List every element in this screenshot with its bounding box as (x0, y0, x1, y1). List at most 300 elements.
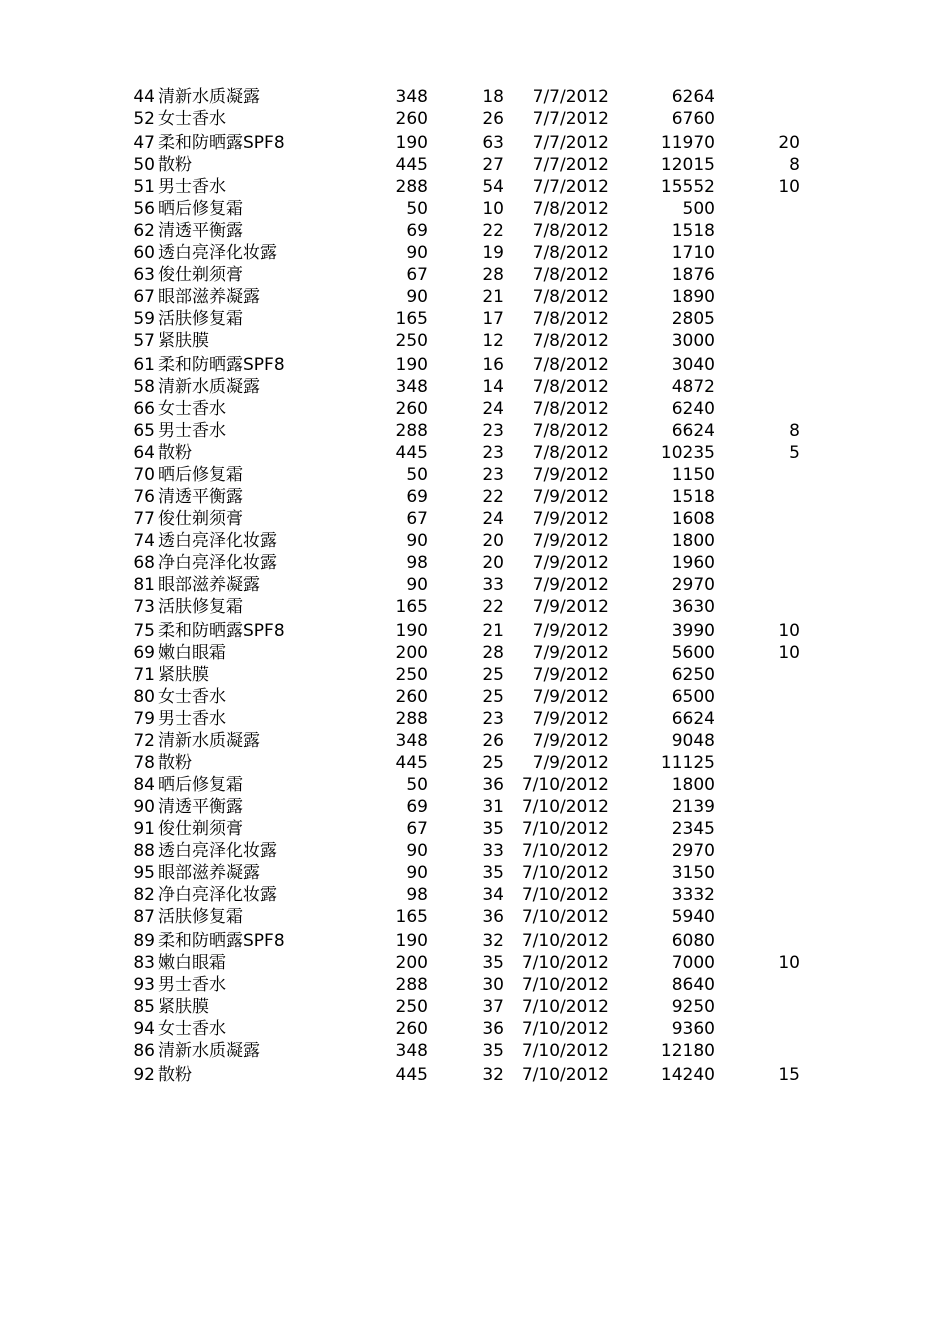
cell-product-name: 活肤修复霜 (158, 309, 243, 329)
cell-total: 3000 (671, 331, 715, 351)
cell-total: 500 (682, 199, 715, 219)
table-row (0, 906, 950, 928)
cell-product-name: 俊仕剃须膏 (158, 265, 243, 285)
table-row (0, 552, 950, 574)
cell-quantity: 32 (482, 931, 504, 951)
cell-quantity: 26 (482, 731, 504, 751)
cell-date: 7/9/2012 (532, 687, 609, 707)
cell-quantity: 35 (482, 863, 504, 883)
cell-date: 7/10/2012 (521, 1065, 609, 1085)
cell-id: 74 (133, 531, 155, 551)
cell-product-name: 晒后修复霜 (158, 465, 243, 485)
cell-id: 56 (133, 199, 155, 219)
table-row (0, 508, 950, 530)
cell-extra: 15 (778, 1065, 800, 1085)
table-row (0, 376, 950, 398)
cell-product-name: 男士香水 (158, 975, 226, 995)
cell-quantity: 18 (482, 87, 504, 107)
table-row (0, 596, 950, 618)
cell-product-name: 眼部滋养凝露 (158, 863, 260, 883)
table-row (0, 108, 950, 130)
cell-product-name: 晒后修复霜 (158, 775, 243, 795)
cell-date: 7/10/2012 (521, 885, 609, 905)
cell-product-name: 散粉 (158, 753, 192, 773)
table-row (0, 752, 950, 774)
cell-total: 9360 (671, 1019, 715, 1039)
table-row (0, 442, 950, 464)
cell-id: 63 (133, 265, 155, 285)
cell-total: 7000 (671, 953, 715, 973)
cell-product-name: 男士香水 (158, 421, 226, 441)
cell-price: 90 (406, 863, 428, 883)
cell-date: 7/9/2012 (532, 531, 609, 551)
cell-id: 73 (133, 597, 155, 617)
cell-total: 12015 (660, 155, 715, 175)
cell-price: 165 (395, 907, 428, 927)
cell-total: 10235 (660, 443, 715, 463)
cell-price: 98 (406, 553, 428, 573)
cell-total: 1150 (671, 465, 715, 485)
cell-price: 348 (395, 1041, 428, 1061)
cell-total: 2345 (671, 819, 715, 839)
table-row (0, 1018, 950, 1040)
cell-product-name: 清新水质凝露 (158, 87, 260, 107)
cell-quantity: 19 (482, 243, 504, 263)
cell-price: 445 (395, 753, 428, 773)
cell-product-name: 嫩白眼霜 (158, 643, 226, 663)
cell-product-name: 俊仕剃须膏 (158, 509, 243, 529)
table-row (0, 486, 950, 508)
cell-date: 7/9/2012 (532, 621, 609, 641)
cell-quantity: 22 (482, 487, 504, 507)
cell-date: 7/10/2012 (521, 797, 609, 817)
cell-quantity: 27 (482, 155, 504, 175)
cell-quantity: 31 (482, 797, 504, 817)
cell-price: 67 (406, 819, 428, 839)
cell-total: 11970 (660, 133, 715, 153)
cell-price: 90 (406, 287, 428, 307)
cell-quantity: 21 (482, 621, 504, 641)
cell-quantity: 24 (482, 399, 504, 419)
cell-total: 1608 (671, 509, 715, 529)
cell-id: 66 (133, 399, 155, 419)
cell-product-name: 清新水质凝露 (158, 731, 260, 751)
cell-total: 1710 (671, 243, 715, 263)
table-row (0, 884, 950, 906)
cell-quantity: 36 (482, 775, 504, 795)
cell-quantity: 36 (482, 907, 504, 927)
cell-date: 7/8/2012 (532, 265, 609, 285)
table-row (0, 1040, 950, 1062)
cell-id: 95 (133, 863, 155, 883)
cell-product-name: 俊仕剃须膏 (158, 819, 243, 839)
cell-product-name: 柔和防晒露SPF8 (158, 621, 285, 641)
cell-id: 50 (133, 155, 155, 175)
cell-total: 6760 (671, 109, 715, 129)
cell-date: 7/10/2012 (521, 841, 609, 861)
cell-total: 1800 (671, 775, 715, 795)
cell-price: 190 (395, 621, 428, 641)
cell-quantity: 33 (482, 841, 504, 861)
cell-price: 50 (406, 775, 428, 795)
cell-total: 9250 (671, 997, 715, 1017)
cell-id: 88 (133, 841, 155, 861)
cell-date: 7/8/2012 (532, 421, 609, 441)
cell-date: 7/8/2012 (532, 443, 609, 463)
table-row (0, 1062, 950, 1086)
cell-quantity: 21 (482, 287, 504, 307)
cell-quantity: 26 (482, 109, 504, 129)
table-row (0, 686, 950, 708)
cell-product-name: 嫩白眼霜 (158, 953, 226, 973)
cell-id: 61 (133, 355, 155, 375)
table-body (0, 86, 950, 1086)
cell-total: 6500 (671, 687, 715, 707)
cell-total: 3630 (671, 597, 715, 617)
cell-quantity: 22 (482, 597, 504, 617)
table-row (0, 796, 950, 818)
cell-id: 65 (133, 421, 155, 441)
cell-id: 76 (133, 487, 155, 507)
cell-product-name: 男士香水 (158, 709, 226, 729)
cell-price: 190 (395, 355, 428, 375)
cell-quantity: 28 (482, 265, 504, 285)
cell-id: 71 (133, 665, 155, 685)
cell-id: 80 (133, 687, 155, 707)
cell-product-name: 柔和防晒露SPF8 (158, 133, 285, 153)
cell-price: 90 (406, 841, 428, 861)
cell-product-name: 女士香水 (158, 1019, 226, 1039)
cell-price: 260 (395, 399, 428, 419)
cell-product-name: 男士香水 (158, 177, 226, 197)
cell-product-name: 清新水质凝露 (158, 1041, 260, 1061)
cell-date: 7/8/2012 (532, 309, 609, 329)
cell-date: 7/7/2012 (532, 109, 609, 129)
cell-date: 7/7/2012 (532, 155, 609, 175)
table-row (0, 264, 950, 286)
cell-price: 260 (395, 1019, 428, 1039)
cell-price: 90 (406, 575, 428, 595)
cell-id: 81 (133, 575, 155, 595)
cell-date: 7/7/2012 (532, 133, 609, 153)
cell-quantity: 33 (482, 575, 504, 595)
table-row (0, 862, 950, 884)
cell-id: 82 (133, 885, 155, 905)
cell-total: 6240 (671, 399, 715, 419)
cell-extra: 10 (778, 953, 800, 973)
cell-extra: 8 (789, 155, 800, 175)
cell-product-name: 活肤修复霜 (158, 907, 243, 927)
cell-id: 57 (133, 331, 155, 351)
cell-product-name: 透白亮泽化妆露 (158, 531, 277, 551)
cell-date: 7/10/2012 (521, 863, 609, 883)
cell-date: 7/9/2012 (532, 665, 609, 685)
cell-price: 288 (395, 709, 428, 729)
cell-total: 1800 (671, 531, 715, 551)
cell-product-name: 晒后修复霜 (158, 199, 243, 219)
cell-id: 83 (133, 953, 155, 973)
cell-price: 260 (395, 109, 428, 129)
cell-price: 445 (395, 1065, 428, 1085)
cell-price: 67 (406, 509, 428, 529)
cell-quantity: 23 (482, 465, 504, 485)
cell-price: 288 (395, 421, 428, 441)
cell-date: 7/8/2012 (532, 221, 609, 241)
cell-date: 7/8/2012 (532, 243, 609, 263)
cell-price: 98 (406, 885, 428, 905)
cell-quantity: 23 (482, 421, 504, 441)
cell-id: 68 (133, 553, 155, 573)
cell-quantity: 10 (482, 199, 504, 219)
cell-extra: 10 (778, 621, 800, 641)
cell-date: 7/8/2012 (532, 331, 609, 351)
cell-product-name: 透白亮泽化妆露 (158, 841, 277, 861)
table-row (0, 330, 950, 352)
table-row (0, 840, 950, 862)
cell-total: 9048 (671, 731, 715, 751)
cell-quantity: 28 (482, 643, 504, 663)
cell-quantity: 12 (482, 331, 504, 351)
cell-date: 7/10/2012 (521, 975, 609, 995)
cell-price: 200 (395, 643, 428, 663)
cell-id: 85 (133, 997, 155, 1017)
cell-quantity: 30 (482, 975, 504, 995)
cell-price: 250 (395, 997, 428, 1017)
cell-total: 12180 (660, 1041, 715, 1061)
cell-id: 87 (133, 907, 155, 927)
cell-date: 7/7/2012 (532, 87, 609, 107)
cell-price: 69 (406, 797, 428, 817)
cell-price: 165 (395, 309, 428, 329)
cell-price: 190 (395, 931, 428, 951)
cell-id: 94 (133, 1019, 155, 1039)
table-row (0, 618, 950, 642)
table-row (0, 774, 950, 796)
table-row (0, 242, 950, 264)
cell-price: 90 (406, 531, 428, 551)
cell-date: 7/8/2012 (532, 355, 609, 375)
cell-total: 1518 (671, 221, 715, 241)
cell-total: 5600 (671, 643, 715, 663)
cell-quantity: 17 (482, 309, 504, 329)
cell-total: 14240 (660, 1065, 715, 1085)
cell-date: 7/9/2012 (532, 575, 609, 595)
cell-id: 75 (133, 621, 155, 641)
cell-id: 69 (133, 643, 155, 663)
cell-quantity: 23 (482, 709, 504, 729)
cell-id: 47 (133, 133, 155, 153)
cell-total: 3990 (671, 621, 715, 641)
cell-quantity: 35 (482, 953, 504, 973)
cell-date: 7/10/2012 (521, 931, 609, 951)
cell-quantity: 63 (482, 133, 504, 153)
table-row (0, 352, 950, 376)
cell-total: 6624 (671, 709, 715, 729)
table-row (0, 574, 950, 596)
cell-product-name: 清透平衡露 (158, 221, 243, 241)
cell-quantity: 36 (482, 1019, 504, 1039)
table-row (0, 928, 950, 952)
cell-total: 1876 (671, 265, 715, 285)
cell-id: 86 (133, 1041, 155, 1061)
cell-date: 7/10/2012 (521, 1041, 609, 1061)
cell-product-name: 净白亮泽化妆露 (158, 553, 277, 573)
table-row (0, 996, 950, 1018)
table-row (0, 730, 950, 752)
cell-price: 260 (395, 687, 428, 707)
cell-total: 2970 (671, 841, 715, 861)
cell-price: 50 (406, 465, 428, 485)
cell-quantity: 20 (482, 531, 504, 551)
cell-price: 200 (395, 953, 428, 973)
cell-price: 445 (395, 443, 428, 463)
cell-product-name: 柔和防晒露SPF8 (158, 355, 285, 375)
cell-quantity: 32 (482, 1065, 504, 1085)
cell-extra: 8 (789, 421, 800, 441)
cell-quantity: 25 (482, 687, 504, 707)
cell-id: 89 (133, 931, 155, 951)
table-row (0, 154, 950, 176)
cell-price: 67 (406, 265, 428, 285)
cell-id: 90 (133, 797, 155, 817)
cell-quantity: 54 (482, 177, 504, 197)
table-row (0, 398, 950, 420)
cell-id: 58 (133, 377, 155, 397)
cell-quantity: 22 (482, 221, 504, 241)
cell-date: 7/10/2012 (521, 775, 609, 795)
cell-price: 288 (395, 975, 428, 995)
cell-total: 1518 (671, 487, 715, 507)
cell-total: 15552 (660, 177, 715, 197)
cell-product-name: 散粉 (158, 155, 192, 175)
cell-date: 7/8/2012 (532, 199, 609, 219)
table-row (0, 130, 950, 154)
cell-id: 77 (133, 509, 155, 529)
cell-quantity: 25 (482, 753, 504, 773)
table-row (0, 86, 950, 108)
cell-total: 2970 (671, 575, 715, 595)
cell-total: 6250 (671, 665, 715, 685)
cell-price: 348 (395, 731, 428, 751)
cell-id: 59 (133, 309, 155, 329)
cell-price: 90 (406, 243, 428, 263)
cell-price: 69 (406, 487, 428, 507)
table-row (0, 308, 950, 330)
cell-extra: 10 (778, 177, 800, 197)
cell-date: 7/9/2012 (532, 553, 609, 573)
cell-product-name: 眼部滋养凝露 (158, 287, 260, 307)
cell-price: 69 (406, 221, 428, 241)
cell-product-name: 柔和防晒露SPF8 (158, 931, 285, 951)
table-row (0, 198, 950, 220)
cell-date: 7/8/2012 (532, 377, 609, 397)
cell-product-name: 活肤修复霜 (158, 597, 243, 617)
table-row (0, 974, 950, 996)
cell-product-name: 清透平衡露 (158, 487, 243, 507)
cell-total: 6264 (671, 87, 715, 107)
cell-quantity: 24 (482, 509, 504, 529)
cell-total: 3150 (671, 863, 715, 883)
cell-date: 7/10/2012 (521, 1019, 609, 1039)
cell-total: 1890 (671, 287, 715, 307)
cell-date: 7/9/2012 (532, 597, 609, 617)
table-row (0, 420, 950, 442)
table-row (0, 708, 950, 730)
cell-product-name: 紧肤膜 (158, 997, 209, 1017)
cell-date: 7/8/2012 (532, 287, 609, 307)
cell-id: 51 (133, 177, 155, 197)
cell-id: 70 (133, 465, 155, 485)
cell-quantity: 20 (482, 553, 504, 573)
cell-total: 3332 (671, 885, 715, 905)
cell-product-name: 女士香水 (158, 687, 226, 707)
cell-product-name: 清新水质凝露 (158, 377, 260, 397)
cell-date: 7/9/2012 (532, 509, 609, 529)
cell-id: 72 (133, 731, 155, 751)
table-row (0, 286, 950, 308)
cell-quantity: 23 (482, 443, 504, 463)
cell-id: 52 (133, 109, 155, 129)
cell-date: 7/7/2012 (532, 177, 609, 197)
cell-product-name: 女士香水 (158, 399, 226, 419)
cell-id: 93 (133, 975, 155, 995)
cell-id: 92 (133, 1065, 155, 1085)
cell-price: 250 (395, 331, 428, 351)
cell-product-name: 紧肤膜 (158, 665, 209, 685)
cell-total: 5940 (671, 907, 715, 927)
cell-quantity: 14 (482, 377, 504, 397)
cell-total: 8640 (671, 975, 715, 995)
cell-total: 6080 (671, 931, 715, 951)
cell-price: 348 (395, 87, 428, 107)
table-row (0, 176, 950, 198)
cell-product-name: 紧肤膜 (158, 331, 209, 351)
cell-id: 78 (133, 753, 155, 773)
cell-date: 7/9/2012 (532, 731, 609, 751)
cell-price: 250 (395, 665, 428, 685)
cell-price: 348 (395, 377, 428, 397)
cell-product-name: 清透平衡露 (158, 797, 243, 817)
cell-id: 79 (133, 709, 155, 729)
cell-total: 11125 (660, 753, 715, 773)
cell-quantity: 37 (482, 997, 504, 1017)
cell-quantity: 25 (482, 665, 504, 685)
sales-table (0, 86, 950, 1086)
cell-price: 288 (395, 177, 428, 197)
cell-date: 7/9/2012 (532, 753, 609, 773)
cell-date: 7/9/2012 (532, 709, 609, 729)
cell-date: 7/9/2012 (532, 487, 609, 507)
table-row (0, 952, 950, 974)
cell-date: 7/9/2012 (532, 643, 609, 663)
cell-total: 2805 (671, 309, 715, 329)
cell-date: 7/8/2012 (532, 399, 609, 419)
cell-date: 7/10/2012 (521, 953, 609, 973)
cell-price: 190 (395, 133, 428, 153)
cell-total: 6624 (671, 421, 715, 441)
cell-product-name: 眼部滋养凝露 (158, 575, 260, 595)
cell-quantity: 35 (482, 1041, 504, 1061)
table-row (0, 664, 950, 686)
cell-date: 7/9/2012 (532, 465, 609, 485)
cell-extra: 10 (778, 643, 800, 663)
cell-id: 91 (133, 819, 155, 839)
cell-total: 1960 (671, 553, 715, 573)
table-row (0, 818, 950, 840)
cell-id: 84 (133, 775, 155, 795)
cell-price: 445 (395, 155, 428, 175)
table-row (0, 642, 950, 664)
